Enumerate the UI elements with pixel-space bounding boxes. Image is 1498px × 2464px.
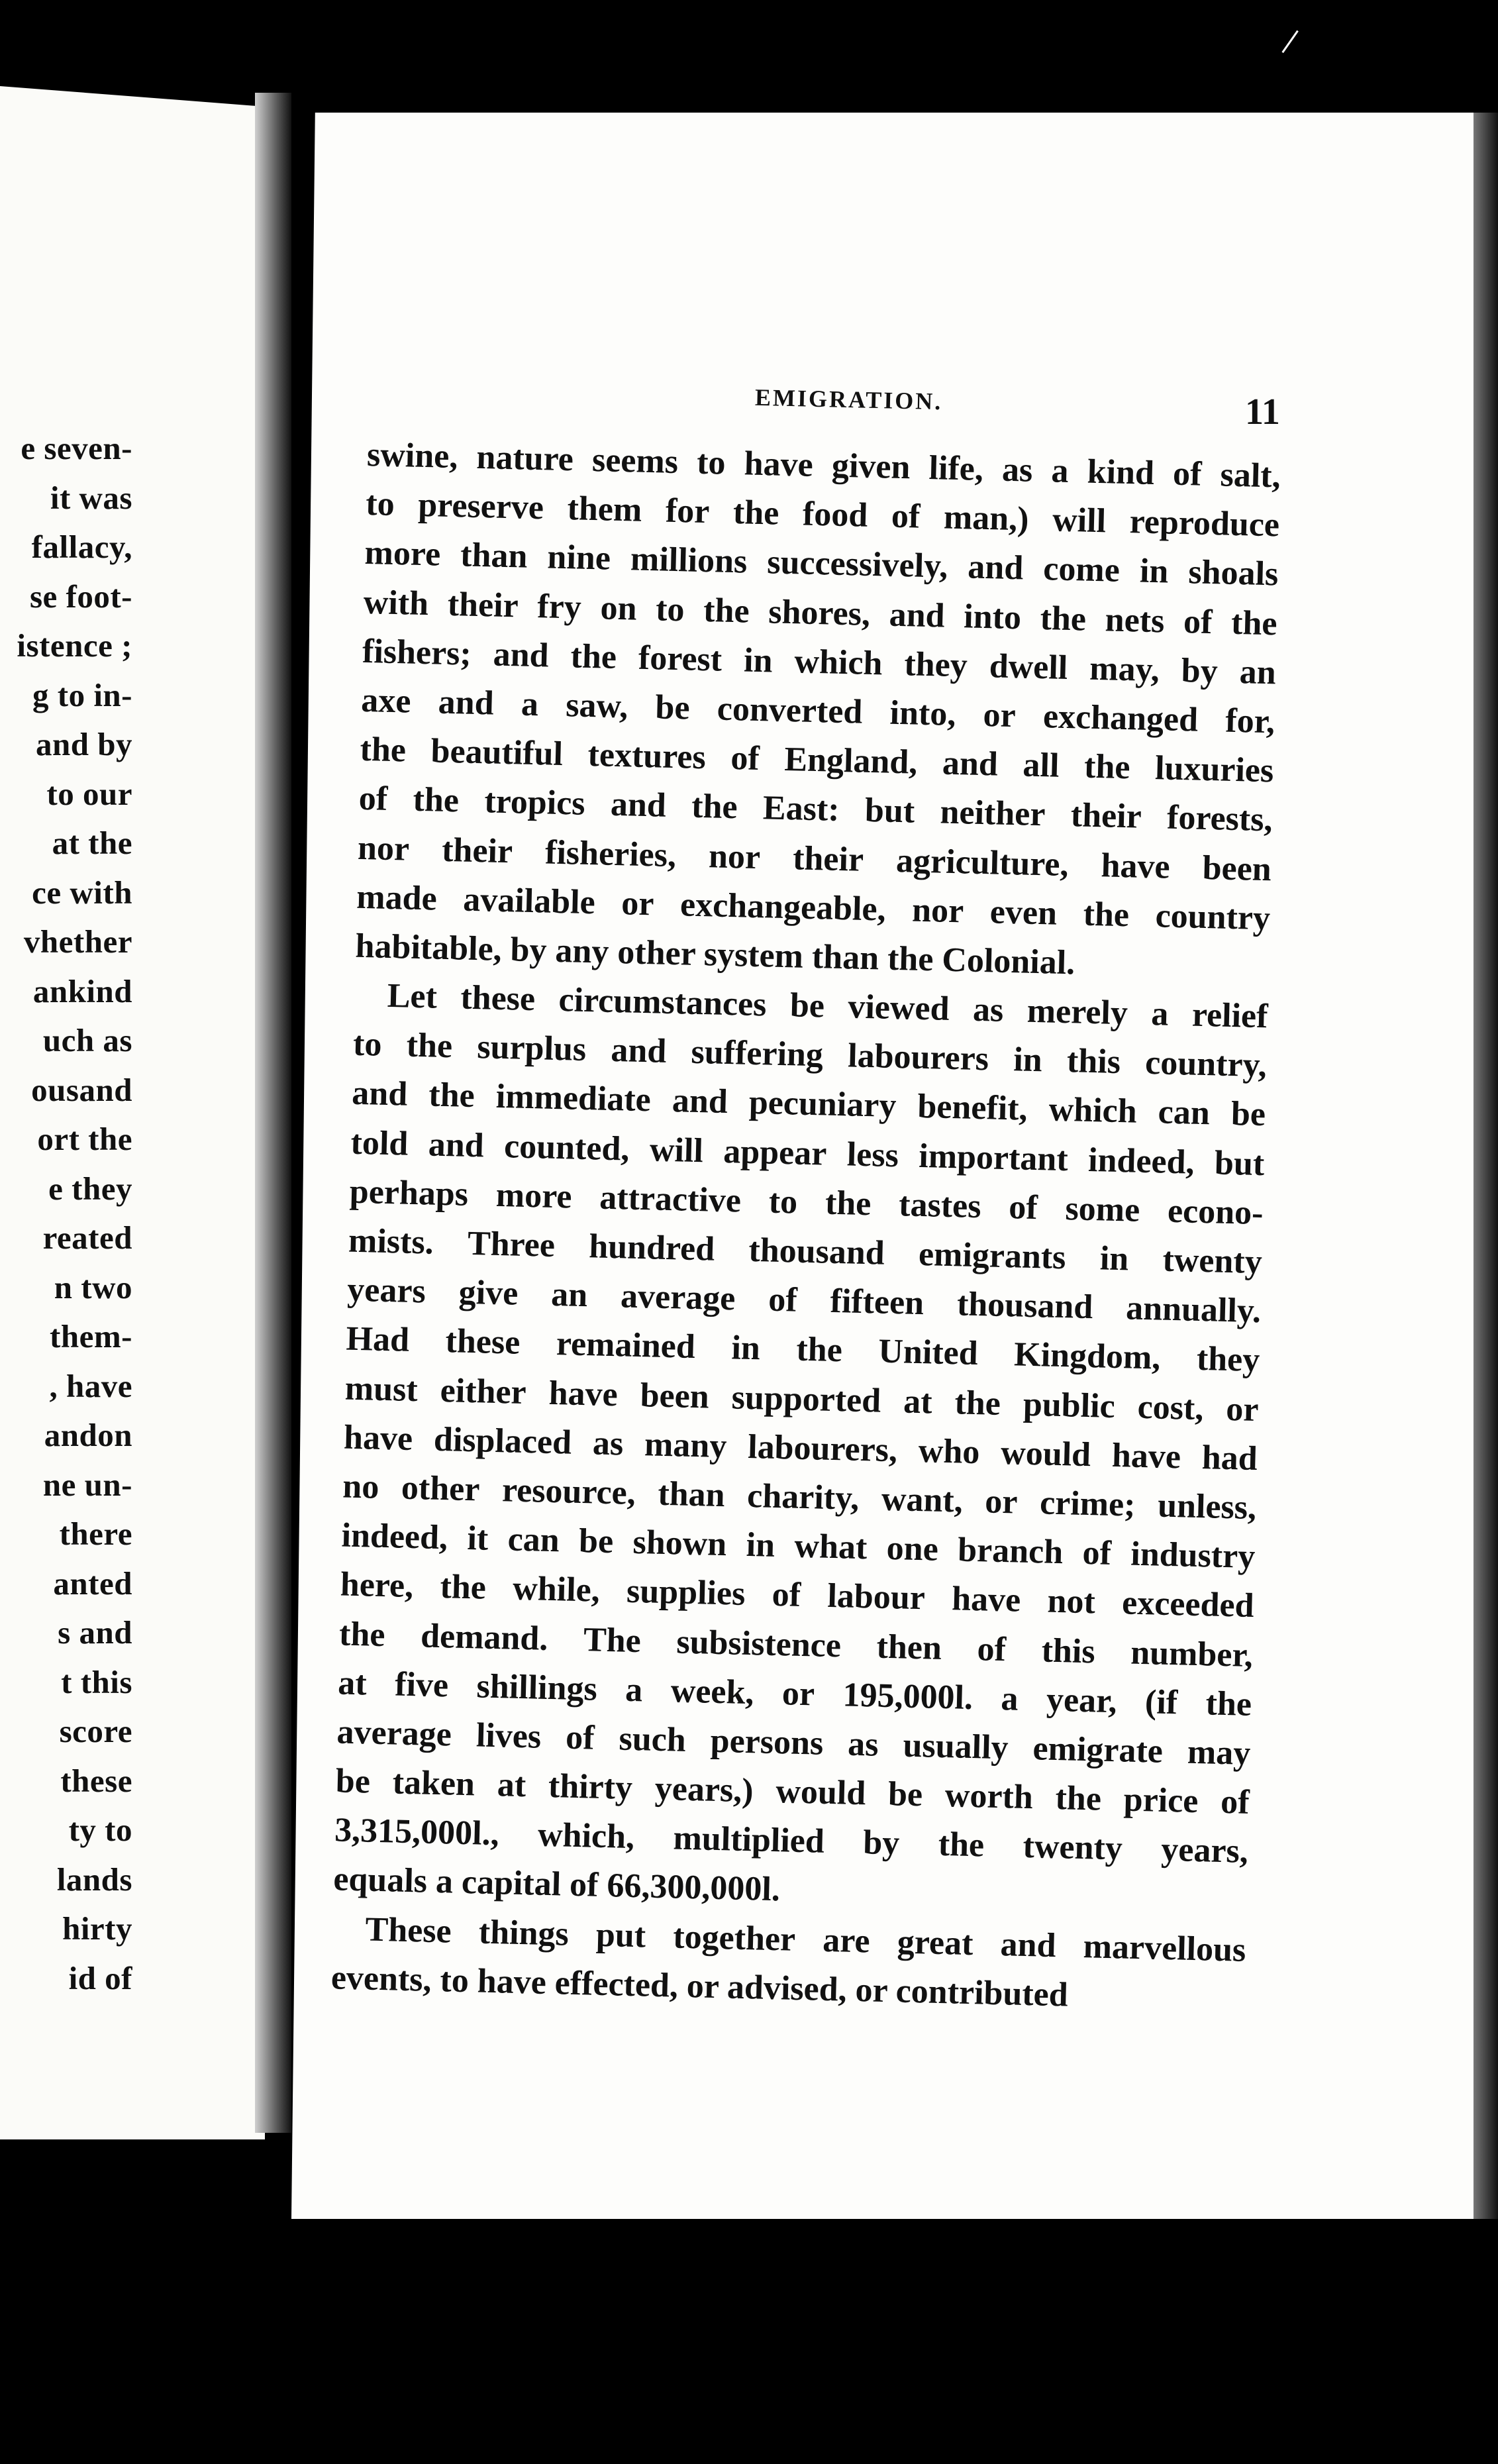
text-line: here, the while, supplies of labour have not exceeded [340,1565,1255,1625]
left-page-line: it was [50,479,132,516]
running-head: EMIGRATION. [754,384,943,415]
text-line: and the immediate and pecuniary benefit, which can be [351,1074,1266,1134]
text-line: habitable, by any other system than the Colonial. [354,927,1075,982]
text-line: be taken at thirty years,) would be worth the price of [335,1762,1250,1822]
right-page-edge [1473,113,1498,2219]
left-page-line: , have [49,1367,132,1404]
left-page-line: ce with [32,874,132,911]
left-page-line: istence ; [17,627,132,664]
text-line: to preserve them for the food of man,) will reproduce [365,485,1280,544]
text-line: nor their fisheries, nor their agriculture, have been [357,829,1272,888]
text-line: average lives of such persons as usually emigrate may [336,1713,1251,1772]
left-page-line: reated [42,1219,132,1256]
text-line: the demand. The subsistence then of this number, [338,1615,1254,1674]
left-page-line: fallacy, [31,529,132,565]
text-line: with their fry on to the shores, and into the nets of the [363,583,1278,642]
left-page-line: ousand [31,1071,132,1108]
left-page-line: n two [54,1268,132,1306]
left-page-text-fragments [0,424,132,2003]
page-number: 11 [1245,391,1280,433]
left-page-line: id of [68,1959,132,1996]
text-line: must either have been supported at the public cost, or [344,1369,1260,1429]
left-page-line: g to in- [32,676,132,713]
text-line: indeed, it can be shown in what one branch of industry [341,1516,1256,1576]
text-line: These things put together are great and marvellous [365,1910,1246,1969]
left-page-line: uch as [42,1022,132,1058]
left-page-line: ankind [32,972,132,1009]
left-page-line: ne un- [42,1466,132,1503]
text-line: told and counted, will appear less important indeed, but [350,1123,1265,1183]
text-line: 3,315,000l., which, multiplied by the twenty years, [334,1811,1249,1871]
text-line: Let these circumstances be viewed as merely a relief [387,977,1269,1036]
text-line: perhaps more attractive to the tastes of some econo- [349,1172,1264,1232]
text-line: fishers; and the forest in which they dwell may, by an [362,632,1277,692]
left-page-line: score [59,1713,132,1749]
left-page-line: t this [61,1663,132,1700]
left-page-line: ort the [37,1121,132,1157]
text-line: of the tropics and the East: but neither their forests, [358,780,1273,839]
left-page-line: lands [56,1861,132,1898]
left-page-line: there [59,1515,132,1552]
left-page-line: s and [58,1614,132,1651]
left-page-line: ty to [68,1812,132,1848]
gutter-shadow [255,93,291,2133]
text-line: mists. Three hundred thousand emigrants in twenty [348,1221,1263,1282]
text-line: years give an average of fifteen thousand annually. [346,1270,1262,1331]
left-page-line: these [60,1762,132,1799]
text-line: at five shillings a week, or 195,000l. a year, (if the [337,1664,1252,1723]
text-line: the beautiful textures of England, and all the luxuries [359,730,1274,790]
text-line: have displaced as many labourers, who would have had [343,1418,1258,1478]
text-line: more than nine millions successively, and come in shoals [364,534,1279,593]
text-line: axe and a saw, be converted into, or exchanged for, [360,681,1275,741]
left-page-line: vhether [23,923,132,960]
left-page-line: anted [53,1565,132,1602]
left-page-line: at the [52,825,132,861]
text-line: no other resource, than charity, want, or crime; unless, [342,1467,1257,1527]
left-page-line: andon [44,1417,132,1453]
text-line: equals a capital of 66,300,000l. [332,1860,781,1909]
left-page-line: them- [50,1318,132,1355]
left-page-line: se foot- [29,578,132,615]
body-text [330,431,1281,2024]
text-line: to the surplus and suffering labourers in this country, [352,1025,1268,1085]
left-page-line: hirty [62,1910,132,1947]
text-line: swine, nature seems to have given life, as a kind of salt, [366,435,1281,495]
text-line: made available or exchangeable, nor even the country [356,878,1271,937]
text-line: events, to have effected, or advised, or contributed [330,1959,1069,2014]
left-page-line: to our [46,775,132,812]
text-line: Had these remained in the United Kingdom, they [346,1320,1260,1380]
left-page-line: e they [48,1170,132,1207]
scan-speck [1281,30,1308,60]
left-page-line: and by [35,726,132,762]
left-page-line: e seven- [21,430,132,466]
